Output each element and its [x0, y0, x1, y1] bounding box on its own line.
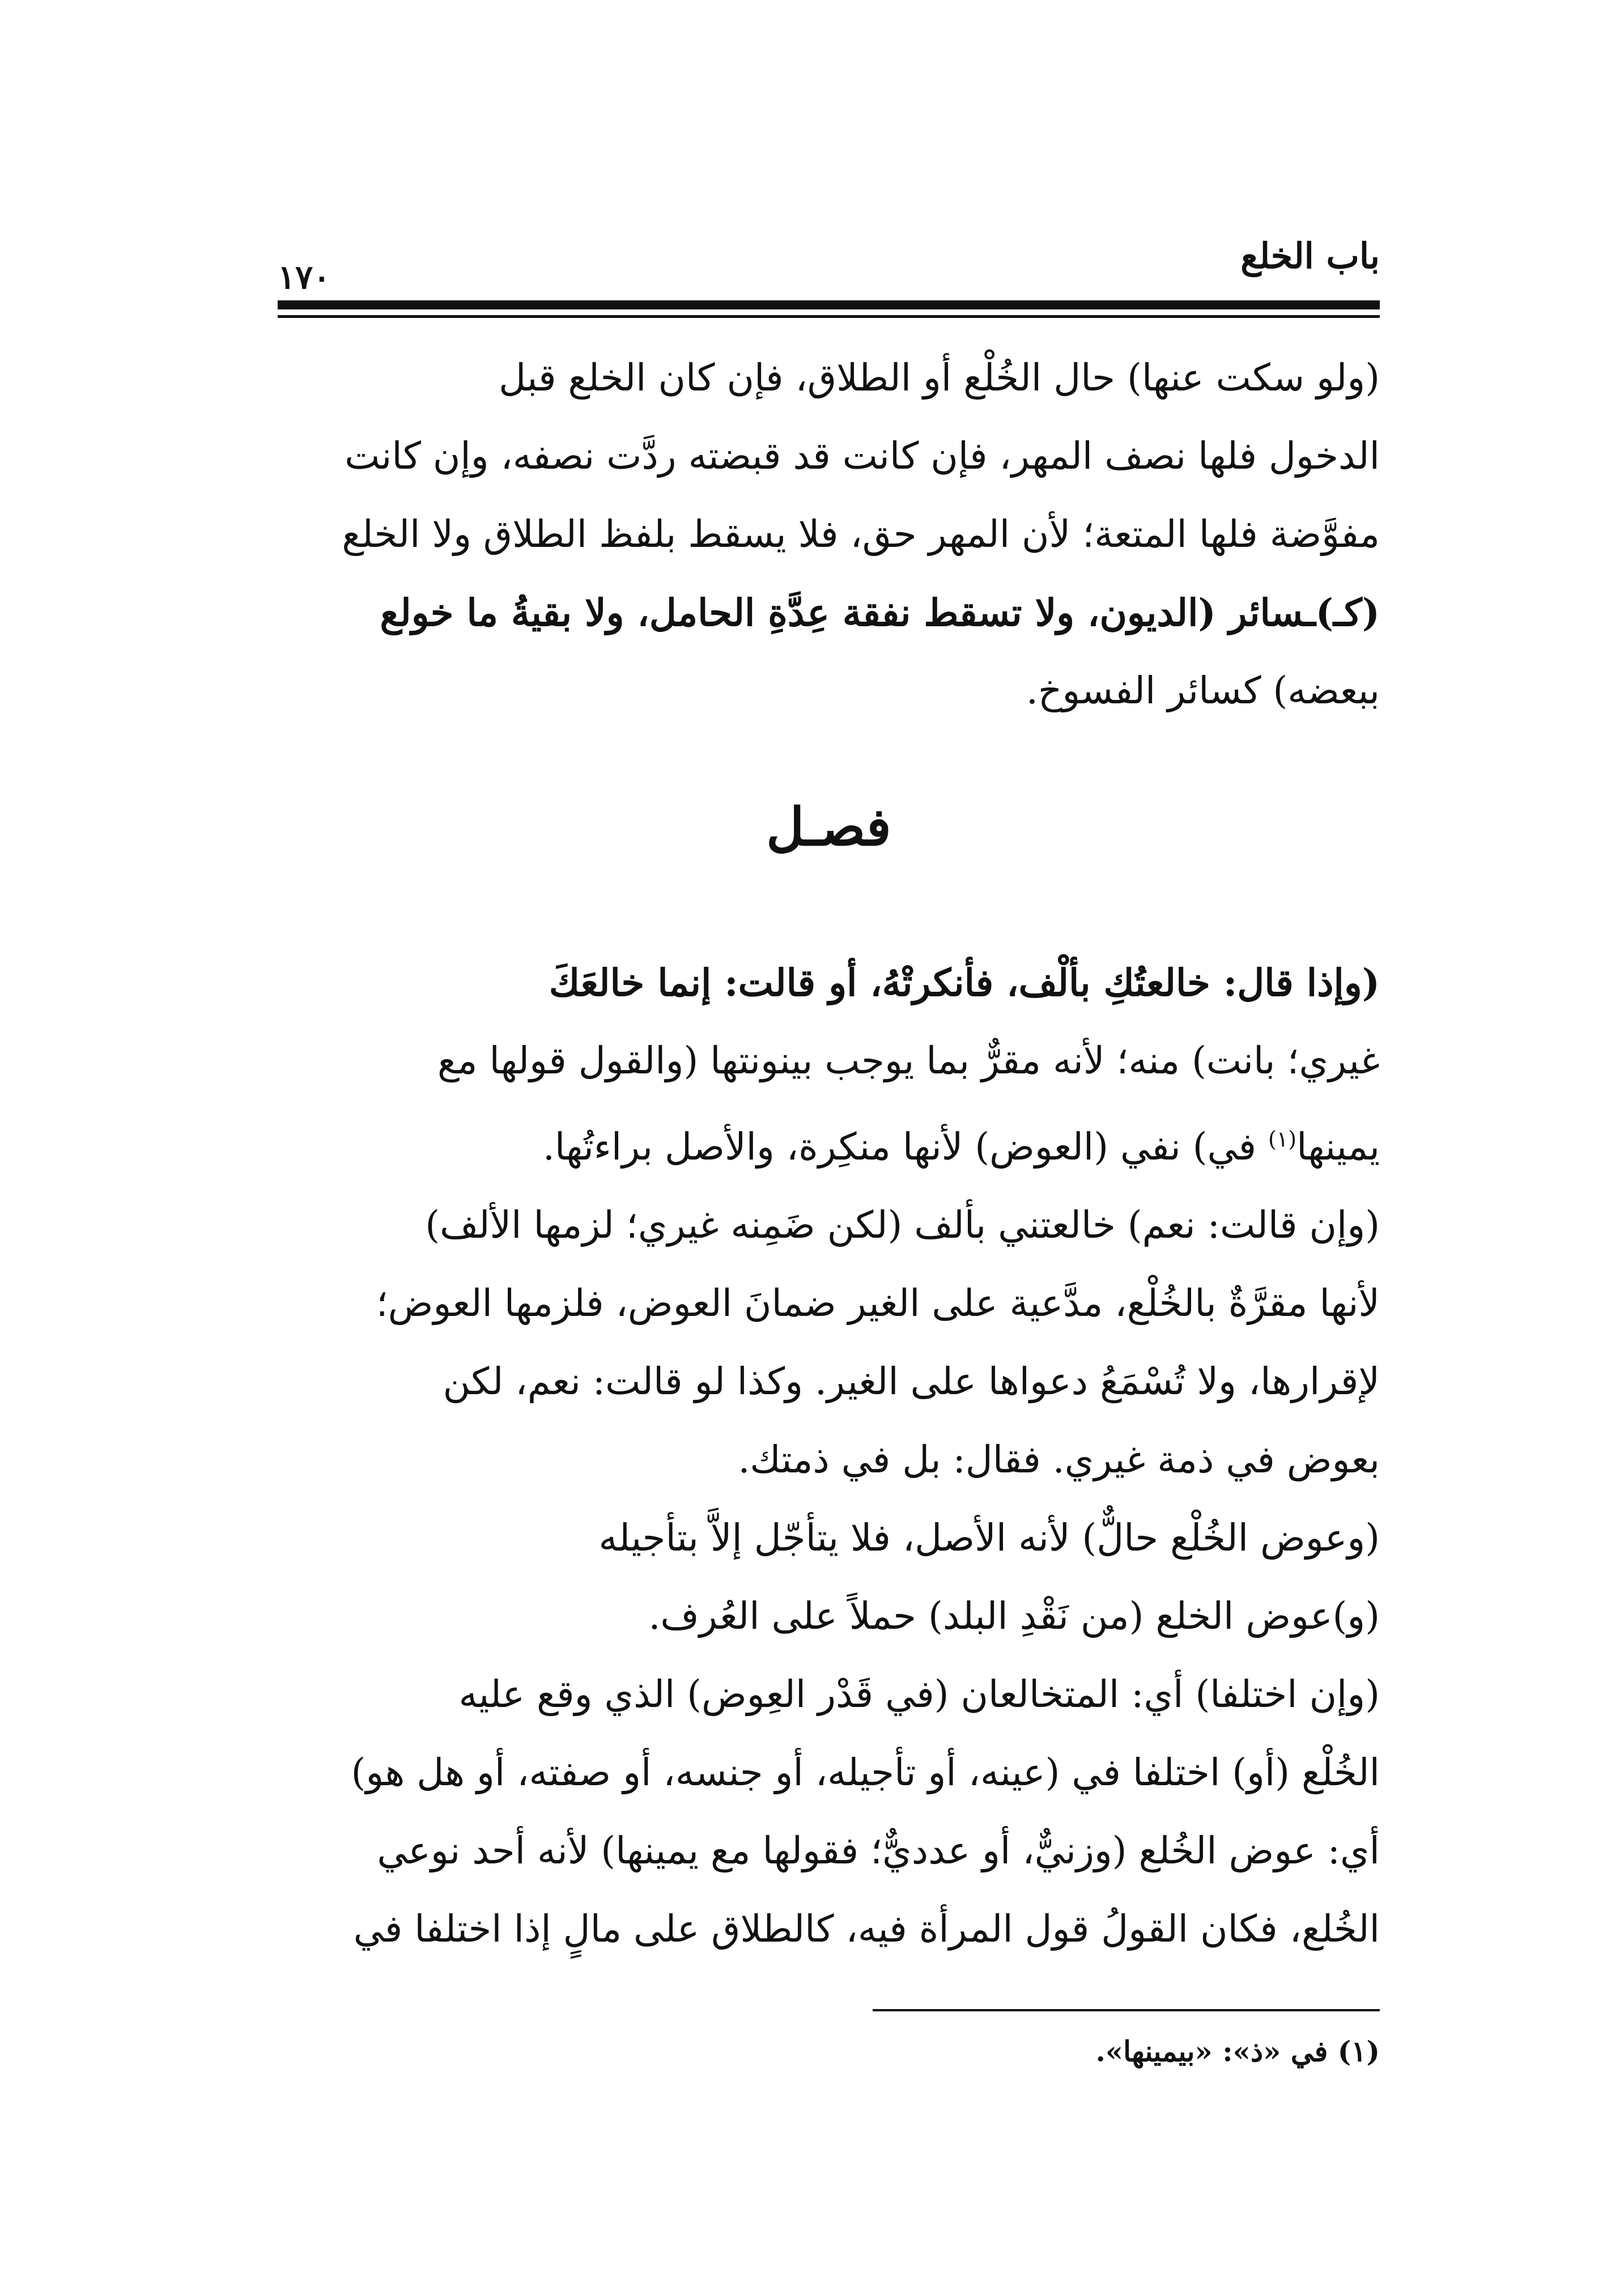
text-line: (كـ)ـسائر (الديون، ولا تسقط نفقة عِدَّةِ الحامل، ولا بقيةُ ما خولع — [380, 591, 1380, 635]
text-line: ببعضه) كسائر الفسوخ. — [1026, 669, 1380, 712]
chapter-title: باب الخلع — [1240, 235, 1380, 277]
paragraph-3 — [278, 1499, 1380, 1655]
footnote-mark: (١) — [1268, 1127, 1297, 1152]
top-paragraph — [278, 339, 1380, 730]
paragraph-4 — [278, 1655, 1380, 1968]
text-line: بعوض في ذمة غيري. فقال: بل في ذمتك. — [738, 1438, 1380, 1481]
paragraph-1 — [278, 944, 1380, 1186]
footnote: (١) في «ذ»: «بيمينها». — [1095, 2035, 1380, 2068]
text-fragment: يمينها — [1296, 1125, 1380, 1169]
text-line: الدخول فلها نصف المهر، فإن كانت قد قبضته ردَّت نصفه، وإن كانت — [345, 434, 1380, 478]
text-line: أي: عوض الخُلع (وزنيٌّ، أو عدديٌّ؛ فقولها مع يمينها) لأنه أحد نوعي — [377, 1829, 1380, 1872]
text-line: (ولو سكت عنها) حال الخُلْع أو الطلاق، فإن كان الخلع قبل — [499, 356, 1380, 400]
header-rule-thick — [278, 300, 1380, 309]
text-line: مفوَّضة فلها المتعة؛ لأن المهر حق، فلا يسقط بلفظ الطلاق ولا الخلع — [342, 512, 1380, 556]
text-line: لإقرارها، ولا تُسْمَعُ دعواها على الغير. وكذا لو قالت: نعم، لكن — [443, 1360, 1380, 1403]
text-line: الخُلع، فكان القولُ قول المرأة فيه، كالطلاق على مالٍ إذا اختلفا في — [353, 1907, 1380, 1951]
header-rule-thin — [278, 315, 1380, 318]
page-number: ١٧٠ — [278, 258, 331, 296]
main-text — [278, 944, 1380, 1968]
text-line: الخُلْع (أو) اختلفا في (عينه، أو تأجيله، أو جنسه، أو صفته، أو هل هو) — [351, 1751, 1380, 1794]
page-header — [278, 235, 1380, 303]
text-line: غيري؛ بانت) منه؛ لأنه مقرٌّ بما يوجب بينونتها (والقول قولها مع — [437, 1039, 1380, 1082]
text-line: لأنها مقرَّةٌ بالخُلْع، مدَّعية على الغير ضمانَ العوض، فلزمها العوض؛ — [376, 1281, 1380, 1325]
text-line — [278, 1100, 1380, 1186]
text-line: (و)عوض الخلع (من نَقْدِ البلد) حملاً على العُرف. — [648, 1594, 1380, 1638]
text-line: (وإن اختلفا) أي: المتخالعان (في قَدْر العِوض) الذي وقع عليه — [458, 1672, 1380, 1716]
text-fragment: في) نفي (العوض) لأنها منكِرة، والأصل براءتُها. — [542, 1125, 1269, 1169]
text-line: (وإذا قال: خالعتُكِ بألْف، فأنكرتْهُ، أو قالت: إنما خالعَكَ — [549, 961, 1380, 1005]
text-line: (وإن قالت: نعم) خالعتني بألف (لكن ضَمِنه غيري؛ لزمها الألف) — [425, 1203, 1380, 1247]
section-heading: فصـل — [766, 796, 891, 857]
footnote-separator — [873, 2009, 1380, 2011]
paragraph-2 — [278, 1186, 1380, 1499]
text-line: (وعوض الخُلْع حالٌّ) لأنه الأصل، فلا يتأجّل إلاَّ بتأجيله — [598, 1516, 1380, 1560]
